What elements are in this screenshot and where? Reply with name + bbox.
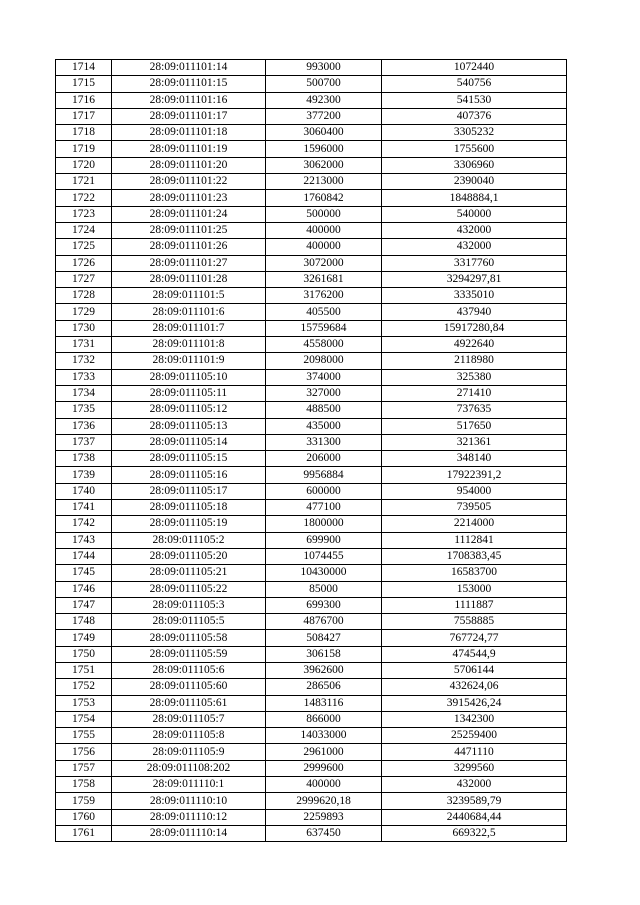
cadastral-number-cell: 28:09:011105:6 [112, 662, 266, 678]
table-row [56, 76, 567, 92]
value-cell: 2259893 [266, 809, 382, 825]
row-number-cell: 1725 [56, 239, 112, 255]
table-row [56, 760, 567, 776]
cadastral-number-cell: 28:09:011101:20 [112, 157, 266, 173]
adjusted-value-cell: 739505 [382, 500, 567, 516]
row-number-cell: 1715 [56, 76, 112, 92]
adjusted-value-cell: 4471110 [382, 744, 567, 760]
value-cell: 3261681 [266, 271, 382, 287]
adjusted-value-cell: 1072440 [382, 60, 567, 76]
row-number-cell: 1737 [56, 434, 112, 450]
table-row [56, 239, 567, 255]
cadastral-number-cell: 28:09:011105:18 [112, 500, 266, 516]
value-cell: 3062000 [266, 157, 382, 173]
adjusted-value-cell: 432000 [382, 777, 567, 793]
table-row [56, 825, 567, 841]
adjusted-value-cell: 3305232 [382, 125, 567, 141]
adjusted-value-cell: 153000 [382, 581, 567, 597]
row-number-cell: 1745 [56, 565, 112, 581]
value-cell: 1074455 [266, 548, 382, 564]
table-row [56, 744, 567, 760]
value-cell: 286506 [266, 679, 382, 695]
row-number-cell: 1723 [56, 206, 112, 222]
row-number-cell: 1739 [56, 467, 112, 483]
value-cell: 1800000 [266, 516, 382, 532]
cadastral-number-cell: 28:09:011101:26 [112, 239, 266, 255]
row-number-cell: 1735 [56, 402, 112, 418]
value-cell: 85000 [266, 581, 382, 597]
cadastral-number-cell: 28:09:011101:27 [112, 255, 266, 271]
adjusted-value-cell: 737635 [382, 402, 567, 418]
value-cell: 1760842 [266, 190, 382, 206]
value-cell: 1483116 [266, 695, 382, 711]
value-cell: 699300 [266, 597, 382, 613]
cadastral-number-cell: 28:09:011101:24 [112, 206, 266, 222]
table-row [56, 92, 567, 108]
adjusted-value-cell: 954000 [382, 483, 567, 499]
table-row [56, 288, 567, 304]
adjusted-value-cell: 541530 [382, 92, 567, 108]
adjusted-value-cell: 4922640 [382, 337, 567, 353]
cadastral-number-cell: 28:09:011101:16 [112, 92, 266, 108]
cadastral-number-cell: 28:09:011101:23 [112, 190, 266, 206]
row-number-cell: 1727 [56, 271, 112, 287]
table-row [56, 548, 567, 564]
cadastral-number-cell: 28:09:011101:18 [112, 125, 266, 141]
row-number-cell: 1759 [56, 793, 112, 809]
adjusted-value-cell: 1111887 [382, 597, 567, 613]
adjusted-value-cell: 540000 [382, 206, 567, 222]
row-number-cell: 1738 [56, 451, 112, 467]
cadastral-number-cell: 28:09:011105:58 [112, 630, 266, 646]
table-row [56, 353, 567, 369]
cadastral-number-cell: 28:09:011105:19 [112, 516, 266, 532]
table-row [56, 614, 567, 630]
row-number-cell: 1726 [56, 255, 112, 271]
cadastral-number-cell: 28:09:011105:3 [112, 597, 266, 613]
cadastral-number-cell: 28:09:011105:10 [112, 369, 266, 385]
adjusted-value-cell: 25259400 [382, 728, 567, 744]
value-cell: 2213000 [266, 174, 382, 190]
table-row [56, 451, 567, 467]
row-number-cell: 1758 [56, 777, 112, 793]
value-cell: 3072000 [266, 255, 382, 271]
row-number-cell: 1724 [56, 222, 112, 238]
row-number-cell: 1755 [56, 728, 112, 744]
value-cell: 331300 [266, 434, 382, 450]
cadastral-number-cell: 28:09:011105:13 [112, 418, 266, 434]
cadastral-number-cell: 28:09:011101:9 [112, 353, 266, 369]
table-row [56, 434, 567, 450]
cadastral-number-cell: 28:09:011101:15 [112, 76, 266, 92]
cadastral-number-cell: 28:09:011105:11 [112, 385, 266, 401]
cadastral-number-cell: 28:09:011101:19 [112, 141, 266, 157]
table-row [56, 565, 567, 581]
table-row [56, 695, 567, 711]
value-cell: 306158 [266, 646, 382, 662]
adjusted-value-cell: 17922391,2 [382, 467, 567, 483]
value-cell: 3962600 [266, 662, 382, 678]
adjusted-value-cell: 16583700 [382, 565, 567, 581]
cadastral-number-cell: 28:09:011105:21 [112, 565, 266, 581]
row-number-cell: 1751 [56, 662, 112, 678]
table-row [56, 255, 567, 271]
cadastral-number-cell: 28:09:011108:202 [112, 760, 266, 776]
adjusted-value-cell: 474544,9 [382, 646, 567, 662]
row-number-cell: 1720 [56, 157, 112, 173]
row-number-cell: 1744 [56, 548, 112, 564]
row-number-cell: 1716 [56, 92, 112, 108]
cadastral-number-cell: 28:09:011105:12 [112, 402, 266, 418]
cadastral-number-cell: 28:09:011105:61 [112, 695, 266, 711]
cadastral-number-cell: 28:09:011105:2 [112, 532, 266, 548]
row-number-cell: 1753 [56, 695, 112, 711]
row-number-cell: 1718 [56, 125, 112, 141]
value-cell: 600000 [266, 483, 382, 499]
value-cell: 2999620,18 [266, 793, 382, 809]
value-cell: 2961000 [266, 744, 382, 760]
adjusted-value-cell: 540756 [382, 76, 567, 92]
cadastral-number-cell: 28:09:011105:8 [112, 728, 266, 744]
adjusted-value-cell: 2440684,44 [382, 809, 567, 825]
data-table [55, 59, 567, 842]
cadastral-number-cell: 28:09:011105:14 [112, 434, 266, 450]
row-number-cell: 1743 [56, 532, 112, 548]
adjusted-value-cell: 2214000 [382, 516, 567, 532]
value-cell: 405500 [266, 304, 382, 320]
value-cell: 508427 [266, 630, 382, 646]
adjusted-value-cell: 3239589,79 [382, 793, 567, 809]
adjusted-value-cell: 348140 [382, 451, 567, 467]
cadastral-number-cell: 28:09:011101:28 [112, 271, 266, 287]
table-row [56, 271, 567, 287]
table-row [56, 646, 567, 662]
table-row [56, 711, 567, 727]
cadastral-number-cell: 28:09:011101:8 [112, 337, 266, 353]
row-number-cell: 1741 [56, 500, 112, 516]
table-row [56, 337, 567, 353]
table-row [56, 108, 567, 124]
cadastral-number-cell: 28:09:011105:20 [112, 548, 266, 564]
value-cell: 400000 [266, 777, 382, 793]
table-row [56, 190, 567, 206]
adjusted-value-cell: 432624,06 [382, 679, 567, 695]
row-number-cell: 1722 [56, 190, 112, 206]
table-row [56, 141, 567, 157]
row-number-cell: 1757 [56, 760, 112, 776]
row-number-cell: 1748 [56, 614, 112, 630]
value-cell: 492300 [266, 92, 382, 108]
adjusted-value-cell: 3294297,81 [382, 271, 567, 287]
table-row [56, 516, 567, 532]
table-body [56, 60, 567, 842]
adjusted-value-cell: 3317760 [382, 255, 567, 271]
row-number-cell: 1729 [56, 304, 112, 320]
value-cell: 15759684 [266, 320, 382, 336]
adjusted-value-cell: 321361 [382, 434, 567, 450]
table-row [56, 385, 567, 401]
value-cell: 477100 [266, 500, 382, 516]
table-row [56, 369, 567, 385]
value-cell: 866000 [266, 711, 382, 727]
row-number-cell: 1747 [56, 597, 112, 613]
table-row [56, 793, 567, 809]
table-row [56, 467, 567, 483]
value-cell: 1596000 [266, 141, 382, 157]
cadastral-number-cell: 28:09:011105:59 [112, 646, 266, 662]
value-cell: 377200 [266, 108, 382, 124]
table-row [56, 500, 567, 516]
cadastral-number-cell: 28:09:011101:25 [112, 222, 266, 238]
cadastral-number-cell: 28:09:011110:10 [112, 793, 266, 809]
cadastral-number-cell: 28:09:011105:22 [112, 581, 266, 597]
cadastral-number-cell: 28:09:011101:22 [112, 174, 266, 190]
value-cell: 435000 [266, 418, 382, 434]
value-cell: 10430000 [266, 565, 382, 581]
table-row [56, 206, 567, 222]
adjusted-value-cell: 3299560 [382, 760, 567, 776]
adjusted-value-cell: 5706144 [382, 662, 567, 678]
cadastral-number-cell: 28:09:011101:6 [112, 304, 266, 320]
value-cell: 2098000 [266, 353, 382, 369]
table-row [56, 60, 567, 76]
table-row [56, 532, 567, 548]
adjusted-value-cell: 517650 [382, 418, 567, 434]
adjusted-value-cell: 15917280,84 [382, 320, 567, 336]
cadastral-number-cell: 28:09:011105:15 [112, 451, 266, 467]
adjusted-value-cell: 1755600 [382, 141, 567, 157]
cadastral-number-cell: 28:09:011105:5 [112, 614, 266, 630]
value-cell: 400000 [266, 222, 382, 238]
table-row [56, 630, 567, 646]
table-row [56, 222, 567, 238]
table-row [56, 679, 567, 695]
cadastral-number-cell: 28:09:011110:14 [112, 825, 266, 841]
value-cell: 3176200 [266, 288, 382, 304]
row-number-cell: 1717 [56, 108, 112, 124]
row-number-cell: 1760 [56, 809, 112, 825]
adjusted-value-cell: 432000 [382, 239, 567, 255]
adjusted-value-cell: 407376 [382, 108, 567, 124]
value-cell: 500700 [266, 76, 382, 92]
adjusted-value-cell: 767724,77 [382, 630, 567, 646]
cadastral-number-cell: 28:09:011110:12 [112, 809, 266, 825]
row-number-cell: 1733 [56, 369, 112, 385]
value-cell: 374000 [266, 369, 382, 385]
value-cell: 14033000 [266, 728, 382, 744]
table-row [56, 662, 567, 678]
value-cell: 4558000 [266, 337, 382, 353]
table-row [56, 581, 567, 597]
cadastral-number-cell: 28:09:011101:14 [112, 60, 266, 76]
value-cell: 9956884 [266, 467, 382, 483]
adjusted-value-cell: 7558885 [382, 614, 567, 630]
cadastral-number-cell: 28:09:011105:17 [112, 483, 266, 499]
row-number-cell: 1742 [56, 516, 112, 532]
row-number-cell: 1754 [56, 711, 112, 727]
row-number-cell: 1734 [56, 385, 112, 401]
value-cell: 327000 [266, 385, 382, 401]
value-cell: 400000 [266, 239, 382, 255]
adjusted-value-cell: 1848884,1 [382, 190, 567, 206]
adjusted-value-cell: 2390040 [382, 174, 567, 190]
table-row [56, 777, 567, 793]
adjusted-value-cell: 3915426,24 [382, 695, 567, 711]
row-number-cell: 1730 [56, 320, 112, 336]
table-row [56, 728, 567, 744]
row-number-cell: 1728 [56, 288, 112, 304]
row-number-cell: 1731 [56, 337, 112, 353]
row-number-cell: 1750 [56, 646, 112, 662]
adjusted-value-cell: 3335010 [382, 288, 567, 304]
adjusted-value-cell: 1342300 [382, 711, 567, 727]
cadastral-number-cell: 28:09:011105:7 [112, 711, 266, 727]
value-cell: 993000 [266, 60, 382, 76]
adjusted-value-cell: 271410 [382, 385, 567, 401]
cadastral-number-cell: 28:09:011101:7 [112, 320, 266, 336]
adjusted-value-cell: 432000 [382, 222, 567, 238]
row-number-cell: 1719 [56, 141, 112, 157]
value-cell: 637450 [266, 825, 382, 841]
value-cell: 500000 [266, 206, 382, 222]
adjusted-value-cell: 1708383,45 [382, 548, 567, 564]
cadastral-number-cell: 28:09:011110:1 [112, 777, 266, 793]
row-number-cell: 1761 [56, 825, 112, 841]
value-cell: 206000 [266, 451, 382, 467]
adjusted-value-cell: 2118980 [382, 353, 567, 369]
adjusted-value-cell: 437940 [382, 304, 567, 320]
row-number-cell: 1714 [56, 60, 112, 76]
table-row [56, 809, 567, 825]
table-row [56, 125, 567, 141]
row-number-cell: 1752 [56, 679, 112, 695]
value-cell: 699900 [266, 532, 382, 548]
table-row [56, 304, 567, 320]
cadastral-number-cell: 28:09:011101:17 [112, 108, 266, 124]
table-row [56, 597, 567, 613]
row-number-cell: 1740 [56, 483, 112, 499]
adjusted-value-cell: 1112841 [382, 532, 567, 548]
value-cell: 3060400 [266, 125, 382, 141]
cadastral-number-cell: 28:09:011105:9 [112, 744, 266, 760]
row-number-cell: 1721 [56, 174, 112, 190]
row-number-cell: 1746 [56, 581, 112, 597]
table-row [56, 174, 567, 190]
adjusted-value-cell: 669322,5 [382, 825, 567, 841]
cadastral-number-cell: 28:09:011105:60 [112, 679, 266, 695]
cadastral-number-cell: 28:09:011101:5 [112, 288, 266, 304]
row-number-cell: 1749 [56, 630, 112, 646]
table-row [56, 418, 567, 434]
table-row [56, 157, 567, 173]
cadastral-number-cell: 28:09:011105:16 [112, 467, 266, 483]
table-row [56, 320, 567, 336]
value-cell: 4876700 [266, 614, 382, 630]
adjusted-value-cell: 3306960 [382, 157, 567, 173]
adjusted-value-cell: 325380 [382, 369, 567, 385]
table-row [56, 483, 567, 499]
row-number-cell: 1732 [56, 353, 112, 369]
row-number-cell: 1756 [56, 744, 112, 760]
table-row [56, 402, 567, 418]
value-cell: 2999600 [266, 760, 382, 776]
row-number-cell: 1736 [56, 418, 112, 434]
value-cell: 488500 [266, 402, 382, 418]
